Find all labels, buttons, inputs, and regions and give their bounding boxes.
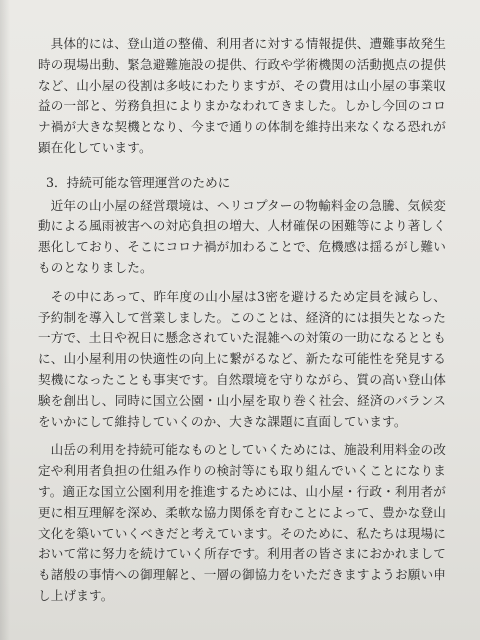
- section-heading: 3．持続可能な管理運営のために: [46, 174, 231, 190]
- body-paragraph-2: その中にあって、昨年度の山小屋は3密を避けるため定員を減らし、予約制を導入して営業しました。このことは、経済的には損失となった一方で、土日や祝日に懸念されていた混雑への対策の一助になるとともに、山小屋利用の快適性の向上に繋がるなど、新たな可能性を発見する契機になったことも事実です。自然環境を守りながら、質の高い登山体験を創出し、同時に国立公園・山小屋を取り巻く社会、経済のバランスをいかにして維持していくのか、大きな課題に直面しています。: [38, 288, 446, 429]
- intro-paragraph: 具体的には、登山道の整備、利用者に対する情報提供、遭難事故発生時の現場出動、緊急避難施設の提供、行政や学術機関の活動拠点の提供など、山小屋の役割は多岐にわたりますが、その費用は山小屋の事業収益の一部と、労務負担によりまかなわれてきました。しかし今回のコロナ禍が大きな契機となり、今まで通りの体制を維持出来なくなる恐れが顕在化しています。: [38, 36, 446, 155]
- body-paragraph-1: 近年の山小屋の経営環境は、ヘリコプターの物輸料金の急騰、気候変動による風雨被害への対応負担の増大、人材確保の困難等により著しく悪化しており、そこにコロナ禍が加わることで、危機感は揺るがし難いものとなりました。: [38, 197, 446, 275]
- body-paragraph-3: 山岳の利用を持続可能なものとしていくためには、施設利用料金の改定や利用者負担の仕組み作りの検討等にも取り組んでいくことになります。適正な国立公園利用を推進するためには、山小屋・行政・利用者が更に相互理解を深め、柔軟な協力関係を育むことによって、豊かな登山文化を築いていくべきだと考えています。そのために、私たちは現場において常に努力を続けていく所存です。利用者の皆さまにおかれましても諸般の事情への御理解と、一層の御協力をいただきますようお願い申し上げます。: [38, 442, 446, 603]
